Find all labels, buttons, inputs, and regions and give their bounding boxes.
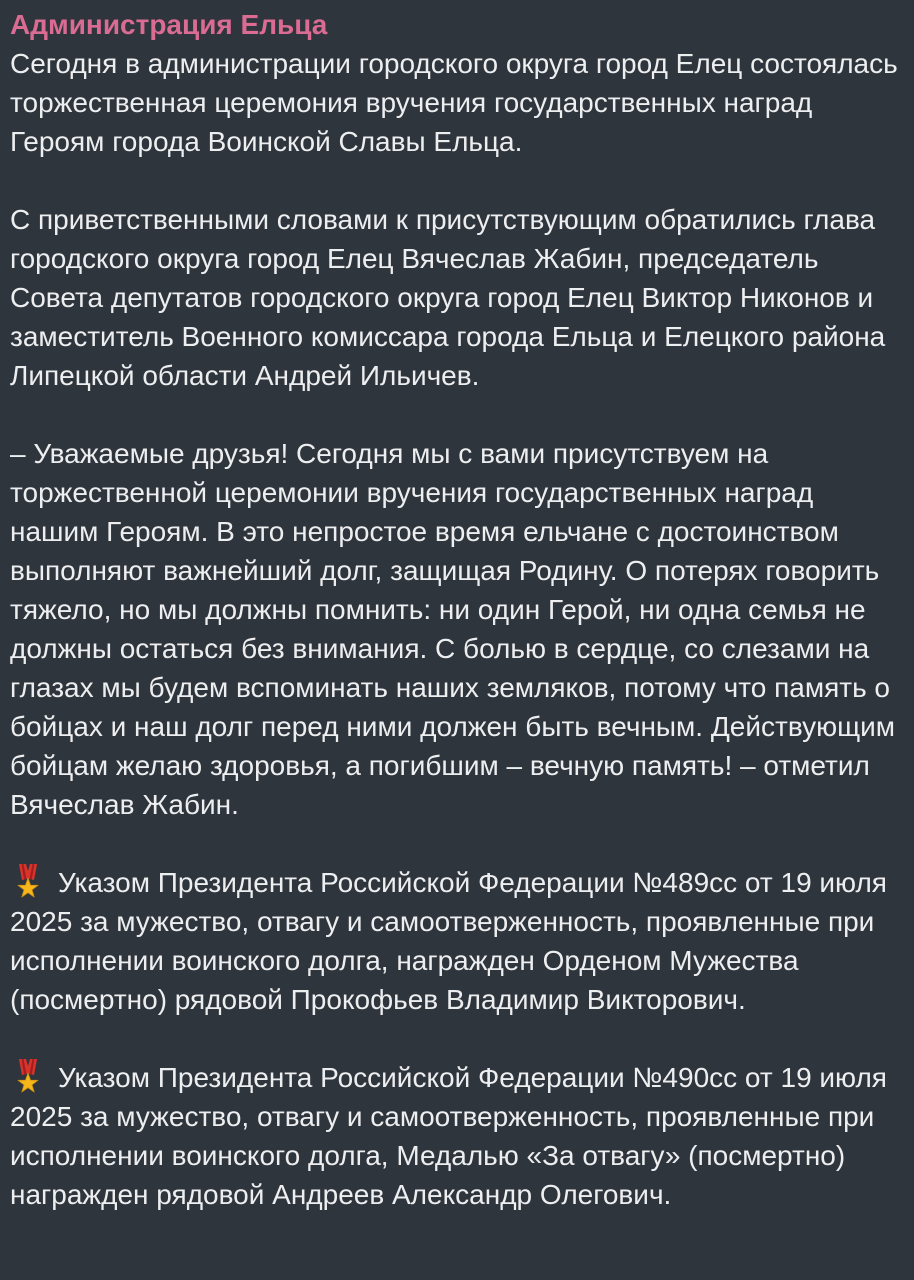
message-paragraph-text: Указом Президента Российской Федерации №490сс от 19 июля 2025 за мужество, отвагу и самоотверженность, проявленные при исполнении воинского долга, Медалью «За отвагу» (посмертно) награжден рядовой Андреев Александр Олегович. xyxy=(10,1062,887,1210)
message-paragraph: Сегодня в администрации городского округа город Елец состоялась торжественная церемония вручения государственных наград Героям города Воинской Славы Ельца. xyxy=(10,48,898,157)
military-medal-icon xyxy=(10,863,46,901)
message-paragraph xyxy=(10,1058,904,1214)
message-paragraph: С приветственными словами к присутствующим обратились глава городского округа город Елец Вячеслав Жабин, председатель Совета депутатов городского округа город Елец Виктор Никонов и заместитель Военного комиссара города Ельца и Елецкого района Липецкой области Андрей Ильичев. xyxy=(10,204,886,391)
message-paragraph: – Уважаемые друзья! Сегодня мы с вами присутствуем на торжественной церемонии вручения государственных наград нашим Героям. В это непростое время ельчане с достоинством выполняют важнейший долг, защищая Родину. О потерях говорить тяжело, но мы должны помнить: ни один Герой, ни одна семья не должны остаться без внимания. С болью в сердце, со слезами на глазах мы будем вспоминать наших земляков, потому что память о бойцах и наш долг перед ними должен быть вечным. Действующим бойцам желаю здоровья, а погибшим – вечную память! – отметил Вячеслав Жабин. xyxy=(10,438,896,820)
message-paragraph-text: Указом Президента Российской Федерации №489сс от 19 июля 2025 за мужество, отвагу и самоотверженность, проявленные при исполнении воинского долга, награжден Орденом Мужества (посмертно) рядовой Прокофьев Владимир Викторович. xyxy=(10,867,887,1015)
message-paragraph xyxy=(10,863,904,1019)
channel-name[interactable]: Администрация Ельца xyxy=(10,9,328,40)
military-medal-icon xyxy=(10,1058,46,1096)
